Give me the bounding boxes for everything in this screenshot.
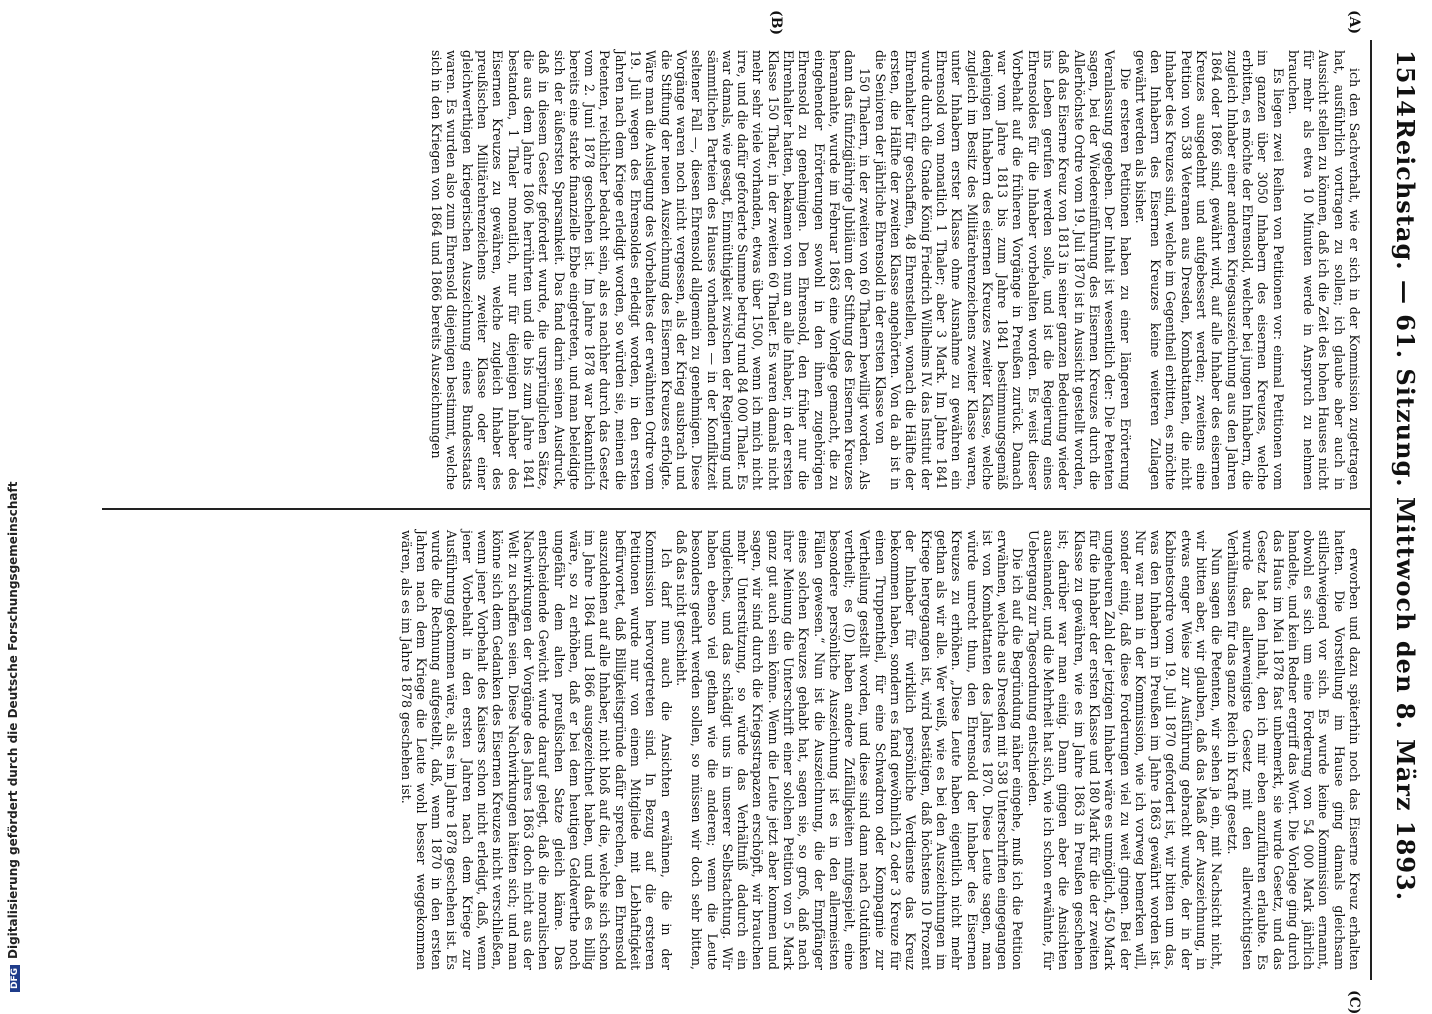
page-header [1372,40,1432,980]
paragraph: erworben und dazu späterhin noch das Eiserne Kreuz erhalten hatten. Die Vorstellung im Hause ging damals gleichsam stillschweigend vor sich. Es wurde keine Kommission ernannt, obwohl es sich um eine Forderung von 54 000 Mark jährlich handelte, und kein Redner ergriff das Wort. Die Vorlage ging durch das Haus im Mai 1878 fast unbemerkt, sie wurde Gesetz, und das Gesetz hat den Inhalt, den ich mir eben anzuführen erlaubte. Es wurde das allerwenigste Gesetz mit den allerwichtigsten Verhältnissen für das ganze Reich in Kraft gesetzt. [1224,530,1362,970]
paragraph: 150 Thalern, in der zweiten von 60 Thalern bewilligt worden. Als dann das fünfzigjährige Jubiläum der Stiftung des Eisernen Kreuzes herannahte, wurde im Februar 1863 eine Vorlage gemacht, die zu eingehender Erörterungen sowohl in den ihnen zugehörigen Ehrensold zu genehmigen. Den Ehrensold, den früher nur die Ehrenhalter hatten, bekamen von nun an alle Inhaber, in der ersten Klasse 150 Thaler, in der zweiten 60 Thaler. Es waren damals nicht mehr sehr viele vorhanden, etwas über 1500, wenn ich mich nicht irre, und die dafür geforderte Summe betrug rund 84 000 Thaler. Es war damals, wie gesagt, Einmüthigkeit zwischen der Regierung und sämmtlichen Parteien des Hauses vorhanden — in der Konfliktzeit seltener Fall —, diesen Ehrensold allgemein zu genehmigen. Diese Vorgänge waren noch nicht vergessen, als der Krieg ausbrach und die Stiftung der neuen Auszeichnung des Eisernen Kreuzes erfolgte. Wäre man die Auslegung des Vorbehaltes der erwähnten Ordre vom 19. Juli wegen des Ehrensoldes erledigt worden, in den ersten Jahren nach dem Kriege erledigt worden, so würden sie, meinen die Petenten, reichlicher bedacht sein, als es nachher durch das Gesetz vom 2. Juni 1878 geschehen ist. Im Jahre 1878 war bekanntlich bereits eine starke finanzielle Ebbe eingetreten, und man beleidigte sich der äußersten Sparsamkeit. Das fand darin seinen Ausdruck, daß in diesem Gesetz gefordert wurde, die ursprünglichen Sätze, die aus dem Jahre 1806 herrührten und die bis zum Jahre 1841 bestanden, 1 Thaler monatlich, nur für diejenigen Inhaber des Eisernen Kreuzes zu gewähren, welche zugleich Inhaber des preußischen Militärehrenzeichens zweiter Klasse oder einer gleichwerthigen kriegerischen Auszeichnung eines Bundesstaats waren. Es wurden also zum Ehrensold diejenigen bestimmt, welche sich in den Kriegen von 1864 und 1866 bereits Auszeichnungen [429,50,873,490]
paragraph: Es liegen zwei Reihen von Petitionen vor: einmal Petitionen vom im ganzen über 3050 Inhabern des eisernen Kreuzes, welche erbitten, es möchte der Ehrensold, welcher bei jungen Inhabern, die zugleich Inhaber einer anderen Kriegsauszeichnung aus den Jahren 1864 oder 1866 sind, gewährt wird, auf alle Inhaber des eisernen Kreuzes ausgedehnt und aufgebessert werden; zweitens eine Petition von 538 Veteranen aus Dresden, Kombattanten, die nicht Inhaber des Kreuzes sind, welche im Gegentheil erbitten, es möchte den Inhabern des Eisernen Kreuzes keine weiteren Zulagen gewährt werden als bisher. [1132,50,1286,490]
page-title: Reichstag. — 61. Sitzung. Mittwoch den 8. März 1893. [1391,118,1420,902]
page-number: 1514 [1391,50,1420,117]
margin-marker-c: (C) [1346,990,1362,1014]
page-frame [102,10,1432,1014]
left-column [429,50,1362,490]
header-rule [1370,40,1372,980]
right-column [398,530,1362,970]
column-divider [102,508,1372,510]
footer [6,0,22,1000]
dfg-logo: DFG [10,965,20,992]
paragraph: Die ersteren Petitionen haben zu einer längeren Erörterung Veranlassung gegeben. Der Inhalt ist wesentlich der: Die Petenten sagen, bei der Wiedereinführung des Eisernen Kreuzes durch die Allerhöchste Ordre vom 19. Juli 1870 ist in Aussicht gestellt worden, daß das Eiserne Kreuz von 1813 in seiner ganzen Bedeutung wieder ins Leben gerufen werden solle, und ist die Regierung eines Ehrensoldes für die Inhaber vorbehalten worden. Es weist dieser Vorbehalt auf die früheren Vorgänge in Preußen zurück. Danach war vom Jahre 1813 bis zum Jahre 1841 bestimmungsgemäß denjenigen Inhabern des eisernen Kreuzes zweiter Klasse, welche zugleich im Besitz des Militärehrenzeichens zweiter Klasse waren, unter Inhabern erster Klasse ohne Ausnahme zu gewähren ein Ehrensold von monatlich 1 Thaler; aber 3 Mark. Im Jahre 1841 wurde durch die Gnade König Friedrich Wilhelms IV. das Institut der Ehrenhalter für geschaffen, 48 Ehrenstellen, wonach die Hälfte der ersten, die Hälfte der zweiten Klasse angehörten. Von da ab ist in die Senioren der jährliche Ehrensold in der ersten Klasse von [872,50,1133,490]
paragraph: ich den Sachverhalt, wie er sich in der Kommission zugetragen hat, ausführlich vortragen zu sollen; ich glaube aber auch in Aussicht stellen zu können, daß ich die Zeit des hohen Hauses nicht für mehr als etwa 10 Minuten werde in Anspruch zu nehmen brauchen. [1285,50,1362,490]
paragraph: Die ich auf die Begründung näher eingehe, muß ich die Petition erwähnen, welche aus Dresden mit 538 Unterschriften eingegangen ist von Kombattanten des Jahres 1870. Diese Leute sagen, man würde unrecht thun, den Ehrensold der Inhaber des Eisernen Kreuzes zu erhöhen. „Diese Leute haben eigentlich nicht mehr gethan als wir alle. Wer weiß, wie es bei den Auszeichnungen im Kriege hergegangen ist, wird bestätigen, daß höchstens 10 Prozent der Inhaber für wirklich persönliche Verdienste das Kreuz bekommen haben, sondern es fand gewöhnlich 2 oder 3 Kreuze für einen Truppentheil, für eine Schwadron oder Kompagnie zur Vertheilung gestellt worden, und diese sind dann nach Gutdünken vertheilt; es (D) haben andere Zufälligkeiten mitgespielt, eine besondere persönliche Auszeichnung ist es in den allermeisten Fällen gewesen.“ Nun ist die Auszeichnung, die der Empfänger eines solchen Kreuzes gehabt hat, sagen sie, so groß, daß nach ihrer Meinung die Unterschrift einer solchen Petition von 5 Mark ganz gut auch sein könne. Wenn die Leute jetzt aber kommen und sagen, wir sind durch die Kriegsstrapazen erschöpft, wir brauchen mehr Unterstützung, so würde das Verhältniß dadurch ein ungleiches, und das schädigt uns in unserer Selbstachtung. Wir haben ebenso viel gethan wie die anderen; wenn die Leute besonders geehrt werden sollen, so müssen wir doch sehr bitten, daß das nicht geschieht. [673,530,1026,970]
paragraph: Nun sagen die Petenten, wir sehen ja ein, mit Nachsicht nicht, wir bitten aber, wir glauben, daß das Maaß der Auszeichnung, in etwas enger Weise zur Ausführung gebracht wurde, der in der Kabinetsordre vom 19. Juli 1870 gefordert ist, wir bitten um das, was den Inhabern in Preußen im Jahre 1863 gewährt worden ist. Nur war man in der Kommission, wie ich vorweg bemerken will, sonder einig, daß diese Forderungen viel zu weit gingen. Bei der ungeheuren Zahl der jetzigen Inhaber wäre es unmöglich, 450 Mark für die Inhaber der ersten Klasse und 180 Mark für die der zweiten Klasse zu gewähren, wie es im Jahre 1863 in Preußen geschehen ist; darüber war man einig. Dann gingen aber die Ansichten auseinander, und die Mehrheit hat sich, wie ich schon erwähnte, für Uebergang zur Tagesordnung entschieden. [1025,530,1225,970]
paragraph: Ich darf nun auch die Ansichten erwähnen, die in der Kommission hervorgetreten sind. In Bezug auf die ersteren Petitionen wurde nur von einem Mitgliede mit Lebhaftigkeit befürwortet, daß Billigkeitsgründe dafür sprechen, den Ehrensold auszudehnen auf alle Inhaber, nicht bloß auf die, welche sich schon im Jahre 1864 und 1866 ausgezeichnet haben, und daß es billig wäre, so zu erhöhen, daß er bei dem heutigen Geldwerthe noch ungefähr dem alten preußischen Satze gleich käme. Das entscheidende Gewicht wurde darauf gelegt, daß die moralischen Nachwirkungen der Vorgänge des Jahres 1863 doch nicht aus der Welt zu schaffen seien. Diese Nachwirkungen hätten sich; und man könne sich dem Gedanken des Eisernen Kreuzes nicht verschließen, wenn jener Vorbehalt des Kaisers schon nicht erledigt, daß, wenn jener Vorbehalt in den ersten Jahren nach dem Kriege zur Ausführung gekommen wäre, als es im Jahre 1878 geschehen ist. Es wurde die Rechnung aufgestellt, daß, wenn 1870 in den ersten Jahren nach dem Kriege die Leute wohl besser weggekommen wären, als es im Jahre 1878 geschehen ist. [398,530,674,970]
margin-marker-a: (A) [1346,10,1362,35]
margin-marker-b: (B) [768,10,784,36]
footer-credit [6,0,22,1000]
footer-credit-text: Digitalisierung gefördert durch die Deutsche Forschungsgemeinschaft [6,481,20,959]
